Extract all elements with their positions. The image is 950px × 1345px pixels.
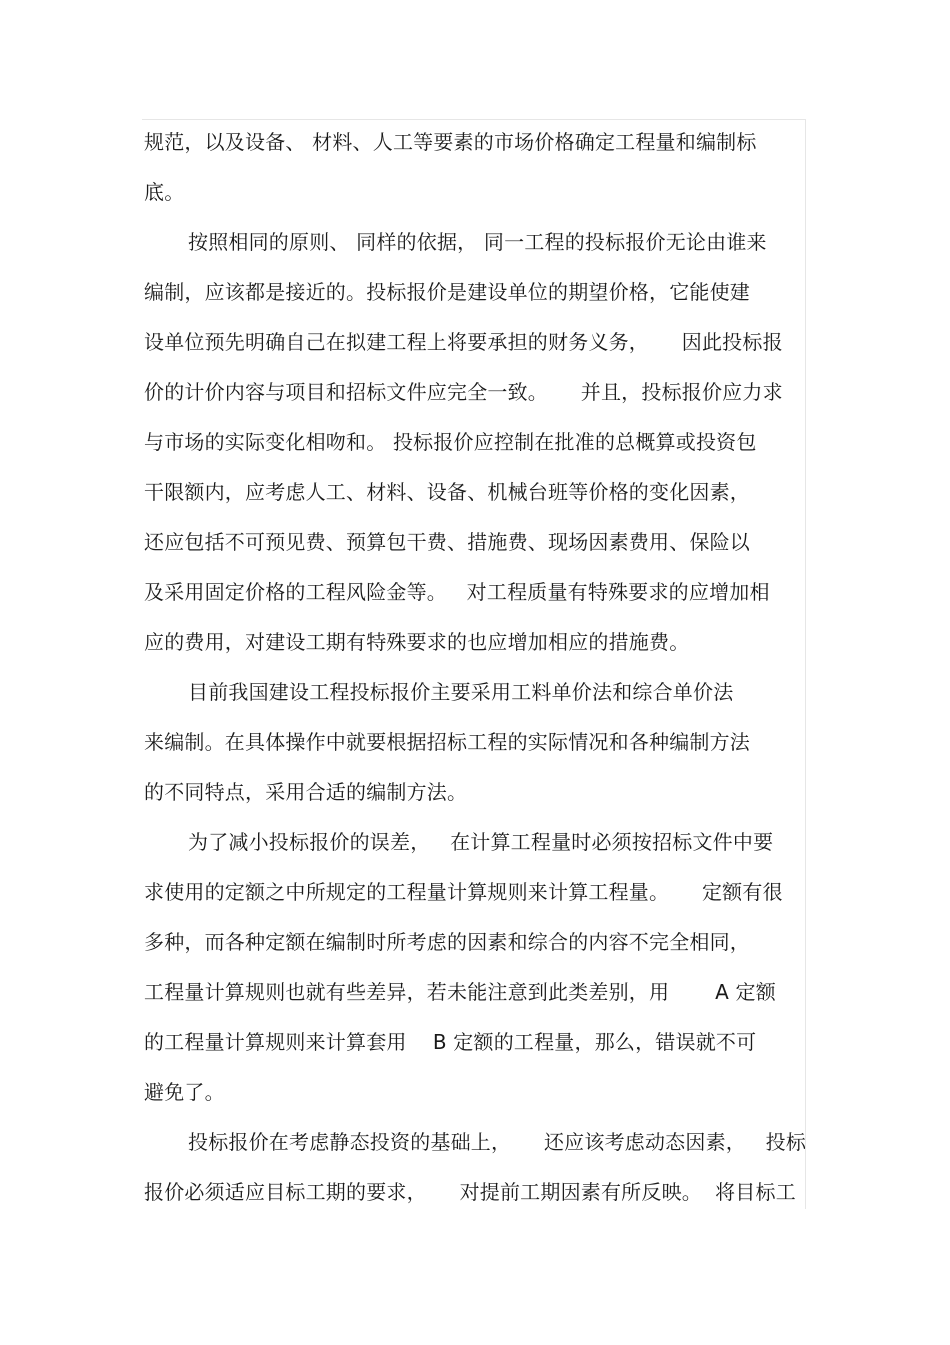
text-line: 及采用固定价格的工程风险金等。 对工程质量有特殊要求的应增加相 [144, 580, 770, 604]
text-line: 来编制。在具体操作中就要根据招标工程的实际情况和各种编制方法 [144, 730, 750, 754]
text-line: 报价必须适应目标工期的要求， 对提前工期因素有所反映。 将目标工 [144, 1180, 796, 1204]
paragraph-start-line: 为了减小投标报价的误差， 在计算工程量时必须按招标文件中要 [188, 830, 774, 854]
text-line: 干限额内，应考虑人工、材料、设备、机械台班等价格的变化因素， [144, 480, 750, 504]
text-line: 规范，以及设备、 材料、人工等要素的市场价格确定工程量和编制标 [144, 130, 757, 154]
text-line: 底。 [144, 180, 185, 204]
text-line: 应的费用，对建设工期有特殊要求的也应增加相应的措施费。 [144, 630, 690, 654]
paragraph-start-line: 目前我国建设工程投标报价主要采用工料单价法和综合单价法 [188, 680, 734, 704]
text-line: 还应包括不可预见费、预算包干费、措施费、现场因素费用、保险以 [144, 530, 750, 554]
document-body [144, 122, 806, 1222]
text-line: 编制，应该都是接近的。投标报价是建设单位的期望价格，它能使建 [144, 280, 750, 304]
text-line: 避免了。 [144, 1080, 225, 1104]
text-line: 求使用的定额之中所规定的工程量计算规则来计算工程量。 定额有很 [144, 880, 783, 904]
text-line: 价的计价内容与项目和招标文件应完全一致。 并且，投标报价应力求 [144, 380, 783, 404]
text-line: 与市场的实际变化相吻和。 投标报价应控制在批准的总概算或投资包 [144, 430, 757, 454]
text-line: 工程量计算规则也就有些差异，若未能注意到此类差别，用 A 定额 [144, 980, 776, 1004]
text-line: 多种，而各种定额在编制时所考虑的因素和综合的内容不完全相同， [144, 930, 750, 954]
text-line: 的不同特点，采用合适的编制方法。 [144, 780, 468, 804]
text-line: 的工程量计算规则来计算套用 B 定额的工程量，那么，错误就不可 [144, 1030, 757, 1054]
paragraph-start-line: 按照相同的原则、 同样的依据， 同一工程的投标报价无论由谁来 [188, 230, 767, 254]
text-line: 设单位预先明确自己在拟建工程上将要承担的财务义务， 因此投标报 [144, 330, 783, 354]
paragraph-start-line: 投标报价在考虑静态投资的基础上， 还应该考虑动态因素， 投标 [188, 1130, 807, 1154]
